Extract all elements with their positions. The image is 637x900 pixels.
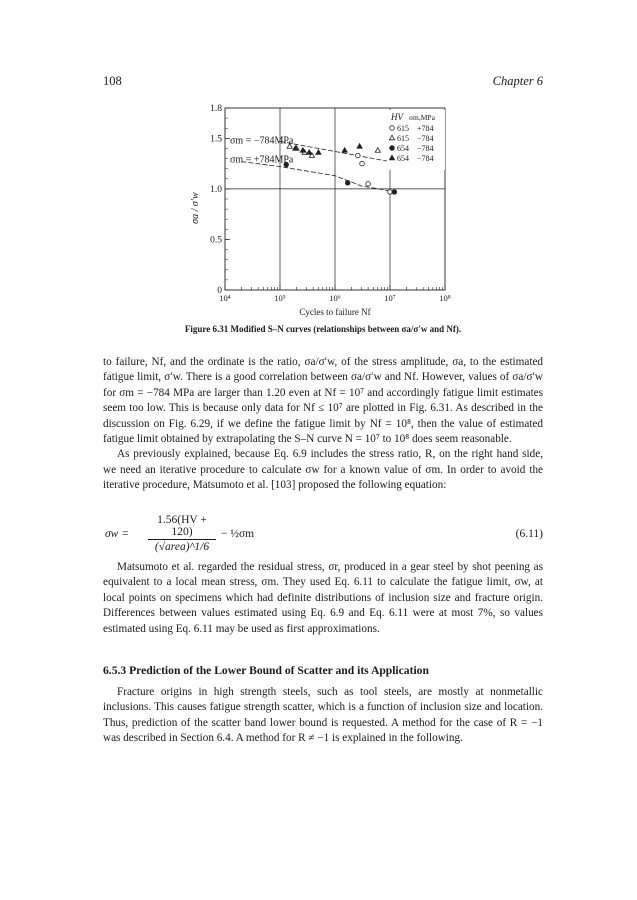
data-point [366, 182, 371, 187]
data-point [360, 161, 365, 166]
legend-hv: 654 [397, 144, 409, 153]
equation-numerator: 1.56(HV + 120) [148, 514, 216, 540]
legend-marker [390, 146, 395, 151]
legend-marker [390, 126, 395, 131]
paragraph-block-2 [103, 560, 543, 637]
legend-sigma-m: +784 [417, 124, 434, 133]
x-tick-label: 10⁵ [274, 293, 286, 303]
legend-hv: 654 [397, 154, 409, 163]
data-point [392, 190, 397, 195]
paragraph-block-1 [103, 355, 543, 494]
data-point [356, 153, 361, 158]
paragraph-3: Matsumoto et al. regarded the residual stress, σr, produced in a gear steel by shot peening as equivalent to a local mean stress, σm. They used Eq. 6.11 to calculate the fatigue limit, σw, at local points on specimens which had definite distributions of inclusion size and fracture origin. Differences between values estimated using Eq. 6.9 and Eq. 6.11 were at most 7%, so values estimated using Eq. 6.11 may be used as first approximations. [103, 561, 543, 635]
legend-sigma-m: −784 [417, 134, 434, 143]
x-tick-label: 10⁷ [384, 293, 396, 303]
y-tick-label: 0 [217, 286, 222, 296]
page-header [103, 74, 543, 90]
x-axis-label: Cycles to failure Nf [299, 307, 371, 317]
data-point [307, 150, 312, 155]
paragraph-block-3 [103, 685, 543, 747]
y-tick-label: 1.8 [210, 104, 222, 114]
section-heading: 6.5.3 Prediction of the Lower Bound of Scatter and its Application [103, 664, 429, 677]
equation-lhs: σw = [105, 528, 129, 540]
x-tick-label: 10⁸ [439, 293, 451, 303]
legend-hv: 615 [397, 124, 409, 133]
legend-sigma-m: −784 [417, 154, 434, 163]
y-tick-label: 0.5 [210, 235, 222, 246]
legend-sigma-m: −784 [417, 144, 434, 153]
paragraph-2: As previously explained, because Eq. 6.9 includes the stress ratio, R, on the right hand side, we need an iterative procedure to calculate σw for a known value of σm. In order to avoid the iterative procedure, Matsumoto et al. [103] proposed the following equation: [103, 448, 543, 492]
data-point [375, 148, 380, 153]
equation-number: (6.11) [515, 528, 543, 540]
chapter-label: Chapter 6 [492, 74, 543, 88]
data-point [316, 150, 321, 155]
sn-chart [185, 100, 465, 320]
legend-header-sigma: σm,MPa [409, 113, 435, 122]
legend-header-hv: HV [391, 112, 403, 122]
equation-rest: − ½σm [221, 528, 255, 540]
legend-hv: 615 [397, 134, 409, 143]
data-point [345, 181, 350, 186]
annotation-sigma-m-plus: σm = +784MPa [230, 154, 294, 166]
equation-denominator: (√area)^1/6 [154, 541, 210, 553]
paragraph-1: to failure, Nf, and the ordinate is the ratio, σa/σ′w, of the stress amplitude, σa, to the estimated fatigue limit, σ′w. There is a good correlation between σa/σ′w and Nf. However, values of σa/σ′w for σm = −784 MPa are larger than 1.20 even at Nf = 10⁷ and accordingly fatigue limit estimates seem too low. This is because only data for Nf ≤ 10⁷ are plotted in Fig. 6.31. As described in the discussion on Fig. 6.29, if we define the fatigue limit by Nf = 10⁸, then the value of estimated fatigue limit obtained by extrapolating the S–N curve N = 10⁷ to 10⁸ does seem reasonable. [103, 356, 544, 446]
data-point [357, 144, 362, 149]
x-tick-label: 10⁶ [329, 293, 341, 303]
page-number: 108 [103, 74, 122, 88]
paragraph-4: Fracture origins in high strength steels, such as tool steels, are mostly at nonmetallic inclusions. This causes fatigue strength scatter, which is a function of inclusion size and location. Thus, prediction of the scatter band lower bound is requested. A method for the case of R = −1 was described in Section 6.4. A method for R ≠ −1 is explained in the following. [103, 686, 543, 745]
data-point [388, 190, 393, 195]
figure-caption: Figure 6.31 Modified S–N curves (relationships between σa/σ′w and Nf). [184, 324, 462, 334]
y-axis-label: σa / σ′w [190, 192, 201, 224]
data-point [342, 148, 347, 153]
curve-sigma-m-minus-784 [280, 141, 394, 164]
y-tick-label: 1.0 [210, 184, 222, 195]
figure-6-31 [185, 100, 465, 320]
annotation-sigma-m-minus: σm = −784MPa [230, 135, 294, 147]
y-tick-label: 1.5 [210, 134, 222, 145]
x-tick-label: 10⁴ [219, 293, 231, 303]
equation-6-11 [103, 514, 543, 554]
equation-fraction [148, 514, 216, 553]
